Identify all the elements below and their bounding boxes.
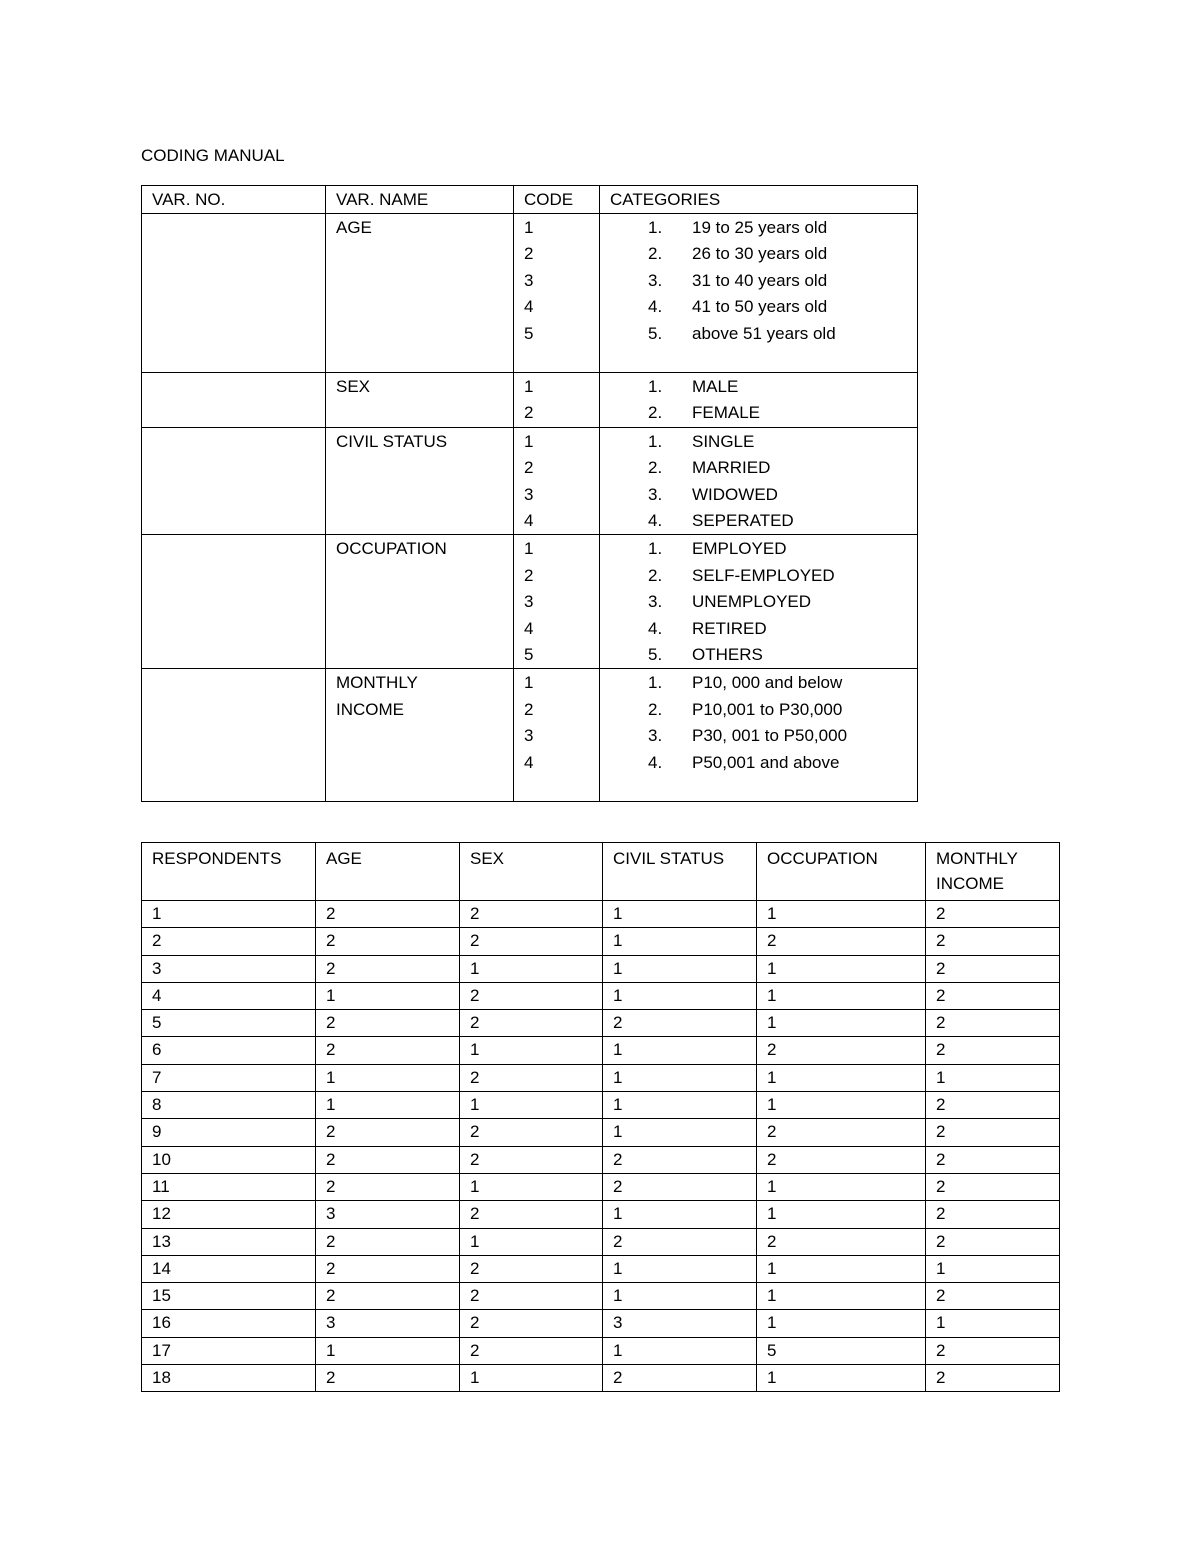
- cell-age: 1: [316, 1064, 460, 1091]
- cell-respondents: 8: [142, 1092, 316, 1119]
- table-row: [142, 901, 1060, 928]
- cell-age: 1: [316, 982, 460, 1009]
- code-value: 2: [524, 403, 534, 423]
- category-item: [610, 723, 907, 749]
- cell-civil-status: 1: [603, 955, 757, 982]
- var-no-cell: [142, 535, 326, 669]
- cell-monthly-income: 2: [926, 1010, 1060, 1037]
- category-number: 4.: [648, 618, 663, 638]
- table-row: [142, 1092, 1060, 1119]
- table-row: [142, 1201, 1060, 1228]
- cell-occupation: 2: [757, 928, 926, 955]
- code-cell: [514, 214, 600, 373]
- code-value: 2: [524, 565, 534, 585]
- cell-occupation: 1: [757, 1092, 926, 1119]
- header-line: OCCUPATION: [767, 849, 878, 868]
- category-label: EMPLOYED: [692, 539, 787, 559]
- table-row: [142, 955, 1060, 982]
- header-line: MONTHLY: [936, 849, 1018, 868]
- cell-monthly-income: 2: [926, 1119, 1060, 1146]
- cell-civil-status: 1: [603, 1064, 757, 1091]
- category-item: [610, 697, 907, 723]
- respondents-header-row: [142, 843, 1060, 901]
- cell-sex: 1: [460, 1228, 603, 1255]
- cell-occupation: 1: [757, 982, 926, 1009]
- category-item: [610, 429, 907, 455]
- cell-monthly-income: 2: [926, 1283, 1060, 1310]
- cell-age: 3: [316, 1201, 460, 1228]
- category-label: SELF-EMPLOYED: [692, 565, 835, 585]
- cell-age: 2: [316, 1010, 460, 1037]
- code-value: 3: [524, 484, 534, 504]
- header-line: RESPONDENTS: [152, 849, 282, 868]
- cell-civil-status: 1: [603, 1283, 757, 1310]
- category-label: above 51 years old: [692, 323, 836, 343]
- cell-civil-status: 1: [603, 1255, 757, 1282]
- category-item: [610, 536, 907, 562]
- cell-occupation: 5: [757, 1337, 926, 1364]
- category-item: [610, 589, 907, 615]
- cell-civil-status: 2: [603, 1173, 757, 1200]
- category-item: [610, 215, 907, 241]
- cell-sex: 2: [460, 1201, 603, 1228]
- header-sex: [460, 843, 603, 901]
- table-row: [142, 928, 1060, 955]
- cell-respondents: 7: [142, 1064, 316, 1091]
- cell-monthly-income: 2: [926, 1228, 1060, 1255]
- header-age: [316, 843, 460, 901]
- category-label: 41 to 50 years old: [692, 297, 828, 317]
- category-number: 1.: [648, 431, 663, 451]
- cell-age: 2: [316, 1173, 460, 1200]
- cell-occupation: 2: [757, 1228, 926, 1255]
- category-item: [610, 670, 907, 696]
- category-label: P50,001 and above: [692, 752, 840, 772]
- var-name-cell: [326, 373, 514, 428]
- code-cell: [514, 669, 600, 802]
- cell-respondents: 9: [142, 1119, 316, 1146]
- code-value: 5: [524, 645, 534, 665]
- cell-occupation: 1: [757, 1255, 926, 1282]
- header-occupation: [757, 843, 926, 901]
- category-item: [610, 750, 907, 776]
- var-no-cell: [142, 373, 326, 428]
- category-number: 3.: [648, 726, 663, 746]
- category-label: RETIRED: [692, 618, 767, 638]
- cell-sex: 2: [460, 928, 603, 955]
- cell-monthly-income: 2: [926, 1092, 1060, 1119]
- category-item: [610, 563, 907, 589]
- cell-monthly-income: 2: [926, 1173, 1060, 1200]
- code-value: 1: [524, 377, 534, 396]
- cell-monthly-income: 2: [926, 1337, 1060, 1364]
- var-name-line: AGE: [336, 218, 372, 237]
- category-label: FEMALE: [692, 403, 761, 423]
- category-item: [610, 268, 907, 294]
- category-number: 2.: [648, 244, 663, 264]
- code-value: 1: [524, 431, 534, 451]
- cell-civil-status: 1: [603, 928, 757, 955]
- cell-respondents: 17: [142, 1337, 316, 1364]
- code-cell: [514, 535, 600, 669]
- coding-row: [142, 427, 918, 535]
- respondents-table: [141, 842, 1060, 1392]
- category-number: 2.: [648, 458, 663, 478]
- cell-age: 2: [316, 1119, 460, 1146]
- category-label: 19 to 25 years old: [692, 218, 828, 237]
- table-row: [142, 1228, 1060, 1255]
- table-row: [142, 1283, 1060, 1310]
- coding-row: [142, 669, 918, 802]
- cell-occupation: 2: [757, 1119, 926, 1146]
- cell-sex: 1: [460, 955, 603, 982]
- cell-sex: 2: [460, 1064, 603, 1091]
- cell-age: 2: [316, 955, 460, 982]
- category-number: 1.: [648, 377, 663, 396]
- cell-respondents: 6: [142, 1037, 316, 1064]
- category-label: UNEMPLOYED: [692, 592, 812, 612]
- category-number: 4.: [648, 297, 663, 317]
- cell-respondents: 11: [142, 1173, 316, 1200]
- table-row: [142, 1010, 1060, 1037]
- category-number: 4.: [648, 752, 663, 772]
- cell-age: 2: [316, 1255, 460, 1282]
- var-name-line: CIVIL STATUS: [336, 431, 448, 451]
- category-number: 3.: [648, 270, 663, 290]
- cell-occupation: 1: [757, 1283, 926, 1310]
- cell-respondents: 15: [142, 1283, 316, 1310]
- table-row: [142, 1255, 1060, 1282]
- category-label: OTHERS: [692, 645, 763, 665]
- cell-monthly-income: 1: [926, 1255, 1060, 1282]
- var-name-cell: [326, 535, 514, 669]
- category-number: 2.: [648, 565, 663, 585]
- cell-sex: 2: [460, 1283, 603, 1310]
- cell-monthly-income: 1: [926, 1064, 1060, 1091]
- cell-civil-status: 2: [603, 1010, 757, 1037]
- categories-cell: [600, 669, 918, 802]
- category-label: 26 to 30 years old: [692, 244, 828, 264]
- cell-civil-status: 1: [603, 901, 757, 928]
- coding-header-row: [142, 186, 918, 214]
- cell-respondents: 10: [142, 1146, 316, 1173]
- cell-civil-status: 1: [603, 982, 757, 1009]
- code-value: 3: [524, 270, 534, 290]
- var-no-cell: [142, 214, 326, 373]
- category-item: [610, 374, 907, 400]
- cell-monthly-income: 2: [926, 982, 1060, 1009]
- header-monthly-income: [926, 843, 1060, 901]
- cell-respondents: 2: [142, 928, 316, 955]
- cell-age: 2: [316, 928, 460, 955]
- header-categories: CATEGORIES: [600, 186, 918, 214]
- var-name-line: INCOME: [336, 699, 404, 719]
- code-value: 2: [524, 458, 534, 478]
- table-row: [142, 1037, 1060, 1064]
- code-value: 3: [524, 726, 534, 746]
- code-value: 1: [524, 218, 534, 237]
- cell-monthly-income: 1: [926, 1310, 1060, 1337]
- cell-age: 2: [316, 1146, 460, 1173]
- cell-respondents: 16: [142, 1310, 316, 1337]
- cell-monthly-income: 2: [926, 955, 1060, 982]
- cell-civil-status: 2: [603, 1146, 757, 1173]
- category-number: 3.: [648, 592, 663, 612]
- cell-age: 1: [316, 1337, 460, 1364]
- cell-occupation: 1: [757, 1365, 926, 1392]
- cell-age: 2: [316, 1283, 460, 1310]
- code-value: 1: [524, 673, 534, 693]
- category-number: 5.: [648, 323, 663, 343]
- code-value: 2: [524, 244, 534, 264]
- cell-monthly-income: 2: [926, 1365, 1060, 1392]
- header-respondents: [142, 843, 316, 901]
- header-var-name: VAR. NAME: [326, 186, 514, 214]
- header-civil-status: [603, 843, 757, 901]
- category-number: 2.: [648, 403, 663, 423]
- cell-respondents: 14: [142, 1255, 316, 1282]
- category-item: [610, 455, 907, 481]
- code-value: 5: [524, 323, 534, 343]
- code-value: 4: [524, 752, 534, 772]
- header-code: CODE: [514, 186, 600, 214]
- category-number: 1.: [648, 539, 663, 559]
- cell-civil-status: 3: [603, 1310, 757, 1337]
- var-name-cell: [326, 669, 514, 802]
- table-row: [142, 1173, 1060, 1200]
- table-row: [142, 1064, 1060, 1091]
- cell-sex: 2: [460, 982, 603, 1009]
- category-number: 1.: [648, 218, 663, 237]
- category-number: 5.: [648, 645, 663, 665]
- coding-row: [142, 535, 918, 669]
- cell-sex: 2: [460, 901, 603, 928]
- category-item: [610, 400, 907, 426]
- category-label: 31 to 40 years old: [692, 270, 828, 290]
- category-label: P10,001 to P30,000: [692, 699, 843, 719]
- header-line: SEX: [470, 849, 505, 868]
- category-label: MARRIED: [692, 458, 771, 478]
- cell-age: 2: [316, 901, 460, 928]
- cell-age: 2: [316, 1037, 460, 1064]
- page-title: CODING MANUAL: [141, 146, 285, 165]
- var-name-line: MONTHLY: [336, 673, 418, 693]
- code-value: 4: [524, 297, 534, 317]
- header-var-no: VAR. NO.: [142, 186, 326, 214]
- code-cell: [514, 373, 600, 428]
- category-number: 3.: [648, 484, 663, 504]
- header-line: CIVIL STATUS: [613, 849, 725, 868]
- coding-row: [142, 214, 918, 373]
- cell-sex: 2: [460, 1010, 603, 1037]
- cell-respondents: 3: [142, 955, 316, 982]
- cell-civil-status: 1: [603, 1037, 757, 1064]
- code-value: 1: [524, 539, 534, 559]
- cell-age: 2: [316, 1365, 460, 1392]
- code-value: 3: [524, 592, 534, 612]
- cell-sex: 2: [460, 1310, 603, 1337]
- cell-sex: 1: [460, 1365, 603, 1392]
- cell-occupation: 1: [757, 1064, 926, 1091]
- var-name-line: SEX: [336, 377, 371, 396]
- cell-sex: 2: [460, 1146, 603, 1173]
- cell-respondents: 12: [142, 1201, 316, 1228]
- cell-respondents: 4: [142, 982, 316, 1009]
- cell-sex: 1: [460, 1173, 603, 1200]
- category-label: SEPERATED: [692, 511, 794, 531]
- cell-sex: 1: [460, 1092, 603, 1119]
- coding-manual-table: [141, 185, 918, 802]
- category-label: P10, 000 and below: [692, 673, 843, 693]
- cell-respondents: 1: [142, 901, 316, 928]
- category-label: P30, 001 to P50,000: [692, 726, 848, 746]
- category-item: [610, 241, 907, 267]
- table-row: [142, 1365, 1060, 1392]
- cell-sex: 2: [460, 1337, 603, 1364]
- cell-occupation: 1: [757, 1173, 926, 1200]
- category-label: MALE: [692, 377, 739, 396]
- category-number: 1.: [648, 673, 663, 693]
- table-row: [142, 1146, 1060, 1173]
- cell-monthly-income: 2: [926, 1146, 1060, 1173]
- cell-sex: 2: [460, 1255, 603, 1282]
- cell-sex: 1: [460, 1037, 603, 1064]
- category-item: [610, 616, 907, 642]
- cell-monthly-income: 2: [926, 901, 1060, 928]
- var-no-cell: [142, 669, 326, 802]
- category-item: [610, 642, 907, 668]
- category-item: [610, 321, 907, 347]
- table-row: [142, 982, 1060, 1009]
- code-cell: [514, 427, 600, 535]
- cell-age: 3: [316, 1310, 460, 1337]
- var-name-cell: [326, 427, 514, 535]
- cell-civil-status: 1: [603, 1201, 757, 1228]
- category-label: SINGLE: [692, 431, 755, 451]
- code-value: 2: [524, 699, 534, 719]
- cell-occupation: 2: [757, 1037, 926, 1064]
- cell-respondents: 5: [142, 1010, 316, 1037]
- header-line: AGE: [326, 849, 362, 868]
- cell-age: 2: [316, 1228, 460, 1255]
- coding-row: [142, 373, 918, 428]
- cell-monthly-income: 2: [926, 928, 1060, 955]
- table-row: [142, 1119, 1060, 1146]
- table-row: [142, 1337, 1060, 1364]
- cell-age: 1: [316, 1092, 460, 1119]
- cell-occupation: 1: [757, 955, 926, 982]
- var-name-cell: [326, 214, 514, 373]
- table-row: [142, 1310, 1060, 1337]
- cell-sex: 2: [460, 1119, 603, 1146]
- categories-cell: [600, 373, 918, 428]
- cell-civil-status: 2: [603, 1228, 757, 1255]
- var-name-line: OCCUPATION: [336, 539, 447, 559]
- cell-occupation: 1: [757, 1201, 926, 1228]
- cell-civil-status: 1: [603, 1337, 757, 1364]
- cell-civil-status: 1: [603, 1119, 757, 1146]
- categories-cell: [600, 214, 918, 373]
- categories-cell: [600, 427, 918, 535]
- cell-monthly-income: 2: [926, 1037, 1060, 1064]
- categories-cell: [600, 535, 918, 669]
- cell-respondents: 13: [142, 1228, 316, 1255]
- cell-civil-status: 1: [603, 1092, 757, 1119]
- var-no-cell: [142, 427, 326, 535]
- category-item: [610, 294, 907, 320]
- code-value: 4: [524, 511, 534, 531]
- category-number: 4.: [648, 511, 663, 531]
- cell-respondents: 18: [142, 1365, 316, 1392]
- header-line: INCOME: [936, 874, 1004, 893]
- cell-occupation: 1: [757, 901, 926, 928]
- category-item: [610, 508, 907, 534]
- category-number: 2.: [648, 699, 663, 719]
- category-label: WIDOWED: [692, 484, 778, 504]
- category-item: [610, 482, 907, 508]
- cell-occupation: 2: [757, 1146, 926, 1173]
- cell-occupation: 1: [757, 1310, 926, 1337]
- cell-civil-status: 2: [603, 1365, 757, 1392]
- code-value: 4: [524, 618, 534, 638]
- cell-monthly-income: 2: [926, 1201, 1060, 1228]
- cell-occupation: 1: [757, 1010, 926, 1037]
